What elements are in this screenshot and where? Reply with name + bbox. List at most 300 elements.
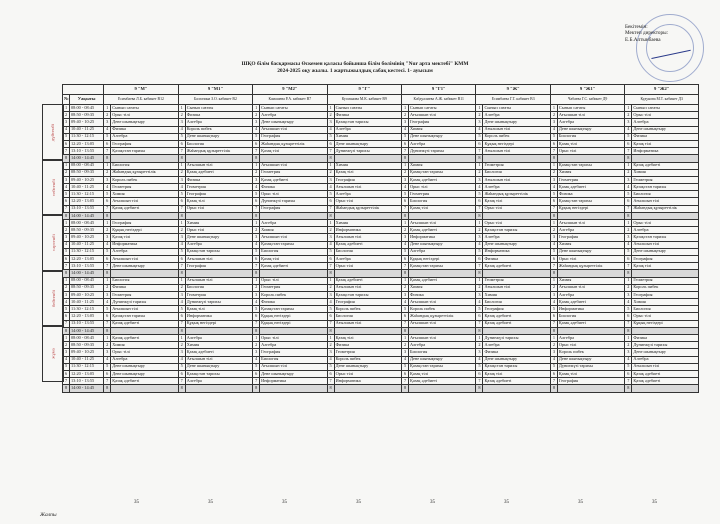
subject-cell: Химия (409, 126, 476, 133)
lesson-time: 13:10 - 13:55 (70, 263, 104, 270)
subject-cell: Жаһандық құзыреттілік (260, 140, 327, 147)
cell-number: 5 (178, 306, 185, 313)
subject-cell: Қазақ тілі (185, 198, 252, 205)
cell-number: 1 (327, 335, 334, 342)
subject-cell: География (483, 306, 550, 313)
subject-cell: Қазақстан тарихы (185, 248, 252, 255)
subject-cell: Биология (632, 191, 699, 198)
cell-number: 3 (550, 291, 557, 298)
day-label-text: дүйсенбі (50, 123, 56, 142)
subject-cell: Ағылшын тілі (334, 284, 401, 291)
subject-cell: Король пибек (483, 133, 550, 140)
subject-cell: Қазақ тілі (632, 263, 699, 270)
subject-cell: Дүниежүзі тарихы (260, 198, 327, 205)
cell-number: 7 (402, 205, 409, 212)
cell-number: 4 (253, 299, 260, 306)
cell-number: 8 (104, 270, 111, 277)
header-teacher: Чабаева Г.С. кабинет Д9 (550, 95, 624, 105)
cell-number: 6 (104, 198, 111, 205)
lesson-number: 7 (63, 205, 70, 212)
cell-number: 3 (550, 234, 557, 241)
cell-number: 5 (402, 363, 409, 370)
subject-cell: Қазақ әдебиеті (483, 320, 550, 327)
subject-cell (483, 327, 550, 334)
subject-cell: Информатика (557, 306, 624, 313)
subject-cell (260, 155, 327, 162)
subject-cell: Дене шынықтыру (185, 363, 252, 370)
cell-number: 6 (625, 140, 632, 147)
subject-cell: Геометрия (260, 169, 327, 176)
table-row (63, 306, 699, 313)
subject-cell (334, 155, 401, 162)
subject-cell: Информатика (409, 234, 476, 241)
subject-cell: Қазақ әдебиеті (409, 227, 476, 234)
subject-cell: Биология (409, 349, 476, 356)
cell-number: 1 (625, 277, 632, 284)
lesson-number: 5 (63, 306, 70, 313)
subject-cell: Ағылшын тілі (260, 363, 327, 370)
subject-cell (632, 385, 699, 392)
cell-number: 3 (178, 234, 185, 241)
cell-number: 4 (178, 299, 185, 306)
subject-cell: Орыс тілі (632, 112, 699, 119)
subject-cell: Орыс тілі (334, 370, 401, 377)
subject-cell: Информатика (185, 313, 252, 320)
cell-number: 5 (253, 306, 260, 313)
subject-cell: Қазақ әдебиеті (334, 241, 401, 248)
subject-cell: Ағылшын тілі (483, 148, 550, 155)
cell-number: 7 (327, 205, 334, 212)
lesson-time: 10:40 - 11:25 (70, 356, 104, 363)
cell-number: 3 (625, 234, 632, 241)
cell-number: 1 (178, 277, 185, 284)
subject-cell: Ағылшын тілі (483, 176, 550, 183)
cell-number: 2 (253, 169, 260, 176)
subject-cell: Биология (557, 133, 624, 140)
subject-cell: Дүниежүзі тарихы (185, 299, 252, 306)
subject-cell: Қазақстан тарихы (111, 313, 178, 320)
subject-cell: Алгебра (409, 342, 476, 349)
header-class: 9 "М2" (253, 85, 327, 95)
cell-number: 6 (178, 140, 185, 147)
cell-number: 2 (178, 227, 185, 234)
lesson-time: 13:10 - 13:55 (70, 148, 104, 155)
cell-number: 7 (550, 320, 557, 327)
cell-number: 3 (327, 176, 334, 183)
table-row (63, 335, 699, 342)
subject-cell (185, 270, 252, 277)
table-row (63, 169, 699, 176)
subject-cell: Ағылшын тілі (334, 234, 401, 241)
subject-cell: Жаһандық құзыреттілік (409, 313, 476, 320)
lesson-number: 3 (63, 291, 70, 298)
subject-cell: Орыс тілі (111, 349, 178, 356)
cell-number: 5 (402, 248, 409, 255)
subject-cell (557, 212, 624, 219)
lesson-number: 6 (63, 198, 70, 205)
cell-number: 3 (625, 176, 632, 183)
cell-number: 1 (327, 162, 334, 169)
header-class: 9 "Ж1" (550, 85, 624, 95)
cell-number: 2 (327, 112, 334, 119)
subject-cell: География (111, 140, 178, 147)
subject-cell: Сынып сағаты (334, 105, 401, 112)
cell-number: 3 (104, 291, 111, 298)
subject-cell: Қазақстан тарихы (260, 241, 327, 248)
subject-cell (557, 270, 624, 277)
cell-number: 2 (476, 112, 483, 119)
lesson-number: 6 (63, 255, 70, 262)
subject-cell: Қазақстан тарихы (557, 198, 624, 205)
cell-number: 6 (327, 370, 334, 377)
subject-cell: Қазақ тілі (260, 255, 327, 262)
subject-cell (334, 385, 401, 392)
table-row (63, 176, 699, 183)
lesson-time: 08:00 - 08:45 (70, 277, 104, 284)
subject-cell: Орыс тілі (557, 342, 624, 349)
subject-cell: Геометрия (483, 162, 550, 169)
subject-cell: Ағылшын тілі (557, 112, 624, 119)
subject-cell: Алгебра (111, 356, 178, 363)
cell-number: 7 (625, 205, 632, 212)
subject-cell: Орыс тілі (334, 263, 401, 270)
subject-cell: Құқық негіздері (483, 140, 550, 147)
subject-cell (483, 270, 550, 277)
subject-cell (260, 270, 327, 277)
subject-cell: Қазақстан тарихы (409, 263, 476, 270)
table-row (63, 184, 699, 191)
subject-cell: Дене шынықтыру (185, 133, 252, 140)
cell-number: 1 (550, 105, 557, 112)
cell-number: 2 (476, 284, 483, 291)
cell-number: 2 (625, 112, 632, 119)
subject-cell: Биология (557, 313, 624, 320)
subject-cell: Дене шынықтыру (111, 263, 178, 270)
cell-number: 3 (253, 349, 260, 356)
subject-cell: Қазақстан тарихы (409, 363, 476, 370)
subject-cell: Сынып сағаты (557, 105, 624, 112)
lesson-time: 11:30 - 12:15 (70, 133, 104, 140)
cell-number: 3 (476, 349, 483, 356)
class-total: 35 (208, 500, 213, 505)
table-row (63, 191, 699, 198)
cell-number: 2 (327, 284, 334, 291)
cell-number: 2 (104, 169, 111, 176)
cell-number: 6 (476, 313, 483, 320)
header-class: 9 "М1" (178, 85, 252, 95)
subject-cell: Алгебра (409, 248, 476, 255)
lesson-number: 8 (63, 270, 70, 277)
cell-number: 6 (253, 140, 260, 147)
subject-cell: Дене шынықтыру (111, 363, 178, 370)
subject-cell: Геометрия (557, 176, 624, 183)
subject-cell: Дене шынықтыру (483, 119, 550, 126)
cell-number: 8 (327, 270, 334, 277)
subject-cell: Физика (185, 112, 252, 119)
subject-cell: Қазақ әдебиеті (334, 277, 401, 284)
cell-number: 1 (253, 335, 260, 342)
cell-number: 8 (327, 327, 334, 334)
cell-number: 4 (625, 184, 632, 191)
lesson-number: 4 (63, 126, 70, 133)
cell-number: 8 (253, 385, 260, 392)
subject-cell: Химия (557, 169, 624, 176)
cell-number: 6 (253, 370, 260, 377)
subject-cell: Құқық негіздері (111, 227, 178, 234)
subject-cell: Орыс тілі (557, 255, 624, 262)
subject-cell: Алгебра (557, 227, 624, 234)
cell-number: 2 (327, 227, 334, 234)
subject-cell: Химия (409, 162, 476, 169)
subject-cell: Орыс тілі (483, 220, 550, 227)
cell-number: 4 (253, 356, 260, 363)
subject-cell: Қазақ әдебиеті (632, 370, 699, 377)
cell-number: 7 (550, 205, 557, 212)
lesson-number: 1 (63, 277, 70, 284)
cell-number: 4 (178, 356, 185, 363)
cell-number: 2 (402, 227, 409, 234)
cell-number: 7 (550, 148, 557, 155)
cell-number: 3 (253, 176, 260, 183)
cell-number: 3 (104, 234, 111, 241)
cell-number: 3 (253, 119, 260, 126)
cell-number: 5 (550, 248, 557, 255)
subject-cell: Қазақ әдебиеті (185, 169, 252, 176)
subject-cell: Қазақстан тарихы (185, 370, 252, 377)
cell-number: 8 (104, 385, 111, 392)
cell-number: 4 (625, 356, 632, 363)
subject-cell: Сынып сағаты (185, 105, 252, 112)
subject-cell: Геометрия (185, 291, 252, 298)
cell-number: 1 (327, 220, 334, 227)
lesson-time: 08:00 - 08:45 (70, 162, 104, 169)
subject-cell: Химия (483, 291, 550, 298)
table-row (63, 234, 699, 241)
cell-number: 3 (550, 119, 557, 126)
subject-cell (111, 385, 178, 392)
cell-number: 8 (625, 385, 632, 392)
cell-number: 1 (178, 335, 185, 342)
subject-cell: Физика (334, 342, 401, 349)
subject-cell: Биология (409, 198, 476, 205)
lesson-number: 3 (63, 176, 70, 183)
cell-number: 3 (476, 176, 483, 183)
cell-number: 6 (625, 313, 632, 320)
table-row (63, 198, 699, 205)
subject-cell (409, 212, 476, 219)
cell-number: 8 (550, 385, 557, 392)
subject-cell (334, 327, 401, 334)
lesson-number: 6 (63, 313, 70, 320)
cell-number: 8 (178, 212, 185, 219)
cell-number: 2 (253, 342, 260, 349)
cell-number: 1 (402, 220, 409, 227)
subject-cell: Қазақ тілі (557, 370, 624, 377)
subject-cell: Химия (260, 227, 327, 234)
cell-number: 3 (402, 291, 409, 298)
subject-cell: Алгебра (557, 335, 624, 342)
lesson-number: 1 (63, 162, 70, 169)
header-teacher: Балгазина З.О. кабинет В2 (178, 95, 252, 105)
lesson-time: 10:40 - 11:25 (70, 126, 104, 133)
cell-number: 6 (327, 255, 334, 262)
subject-cell: Қазақ әдебиеті (632, 378, 699, 385)
lesson-number: 2 (63, 284, 70, 291)
cell-number: 7 (253, 263, 260, 270)
subject-cell: Дене шынықтыру (409, 241, 476, 248)
footer-label: Жалпы (40, 512, 57, 518)
subject-cell: Дене шынықтыру (632, 248, 699, 255)
cell-number: 1 (253, 105, 260, 112)
subject-cell: Қазақ әдебиеті (111, 205, 178, 212)
subject-cell: Қазақ әдебиеті (409, 277, 476, 284)
cell-number: 2 (625, 169, 632, 176)
cell-number: 6 (625, 255, 632, 262)
subject-cell: Қазақ әдебиеті (483, 378, 550, 385)
subject-cell: Орыс тілі (632, 313, 699, 320)
subject-cell: Физика (260, 299, 327, 306)
cell-number: 2 (104, 227, 111, 234)
cell-number: 5 (327, 363, 334, 370)
cell-number: 2 (550, 112, 557, 119)
class-total: 35 (134, 500, 139, 505)
lesson-time: 14:00 - 14:45 (70, 270, 104, 277)
cell-number: 4 (476, 356, 483, 363)
subject-cell: Қазақ тілі (334, 335, 401, 342)
subject-cell: Ағылшын тілі (409, 320, 476, 327)
cell-number: 8 (253, 270, 260, 277)
subject-cell: Құқық негіздері (260, 320, 327, 327)
subject-cell: Қазақ әдебиеті (557, 299, 624, 306)
subject-cell: Информатика (483, 248, 550, 255)
subject-cell: Құқық негіздері (185, 320, 252, 327)
subject-cell: Алгебра (185, 335, 252, 342)
subject-cell: Қазақстан тарихы (334, 119, 401, 126)
lesson-number: 4 (63, 241, 70, 248)
cell-number: 7 (402, 320, 409, 327)
table-row (63, 363, 699, 370)
subject-cell: Қазақ тілі (483, 198, 550, 205)
subject-cell: География (409, 119, 476, 126)
table-row (63, 327, 699, 334)
table-row (63, 212, 699, 219)
cell-number: 2 (402, 284, 409, 291)
subject-cell (111, 155, 178, 162)
subject-cell: Қазақстан тарихы (260, 306, 327, 313)
cell-number: 3 (550, 349, 557, 356)
subject-cell: Алгебра (185, 119, 252, 126)
subject-cell: Орыс тілі (185, 227, 252, 234)
cell-number: 7 (476, 320, 483, 327)
cell-number: 7 (178, 148, 185, 155)
subject-cell: Қазақстан тарихы (632, 234, 699, 241)
cell-number: 3 (178, 349, 185, 356)
subject-cell: Қазақ әдебиеті (557, 320, 624, 327)
subject-cell: Король пибек (260, 291, 327, 298)
subject-cell: Сынып сағаты (632, 105, 699, 112)
cell-number: 6 (104, 255, 111, 262)
cell-number: 4 (253, 241, 260, 248)
subject-cell: Алгебра (334, 126, 401, 133)
subject-cell: Ағылшын тілі (409, 299, 476, 306)
cell-number: 5 (625, 133, 632, 140)
subject-cell: География (260, 349, 327, 356)
subject-cell (260, 385, 327, 392)
table-row (63, 356, 699, 363)
subject-cell: География (557, 378, 624, 385)
cell-number: 1 (253, 277, 260, 284)
subject-cell: Қазақ әдебиеті (632, 162, 699, 169)
cell-number: 4 (253, 184, 260, 191)
cell-number: 1 (476, 335, 483, 342)
cell-number: 7 (476, 378, 483, 385)
cell-number: 5 (104, 306, 111, 313)
cell-number: 2 (178, 112, 185, 119)
header-class: 9 "Г1" (402, 85, 476, 95)
subject-cell: Информатика (632, 148, 699, 155)
subject-cell: Алгебра (260, 220, 327, 227)
cell-number: 7 (476, 205, 483, 212)
header-teacher: Есимбаева Л.Б. кабинет В12 (104, 95, 178, 105)
lesson-number: 3 (63, 234, 70, 241)
subject-cell (185, 155, 252, 162)
cell-number: 4 (402, 126, 409, 133)
subject-cell: Ағылшын тілі (483, 284, 550, 291)
subject-cell: Геометрия (632, 277, 699, 284)
subject-cell (111, 212, 178, 219)
subject-cell: Алгебра (409, 140, 476, 147)
cell-number: 7 (327, 320, 334, 327)
lesson-number: 6 (63, 370, 70, 377)
subject-cell: Ағылшын тілі (185, 255, 252, 262)
cell-number: 8 (253, 155, 260, 162)
cell-number: 3 (327, 349, 334, 356)
cell-number: 2 (402, 169, 409, 176)
cell-number: 4 (476, 184, 483, 191)
lesson-time: 08:00 - 08:45 (70, 335, 104, 342)
subject-cell: Алгебра (632, 356, 699, 363)
cell-number: 6 (178, 313, 185, 320)
table-row (63, 270, 699, 277)
cell-number: 5 (550, 191, 557, 198)
table-row (63, 313, 699, 320)
subject-cell: Ағылшын тілі (334, 320, 401, 327)
cell-number: 5 (327, 133, 334, 140)
subject-cell (409, 385, 476, 392)
subject-cell: Физика (111, 284, 178, 291)
cell-number: 1 (550, 277, 557, 284)
cell-number: 3 (104, 176, 111, 183)
subject-cell: Ағылшын тілі (260, 162, 327, 169)
cell-number: 6 (625, 198, 632, 205)
subject-cell: Құқық негіздері (632, 320, 699, 327)
lesson-time: 08:50 - 09:35 (70, 112, 104, 119)
subject-cell: Король пибек (334, 306, 401, 313)
cell-number: 5 (178, 191, 185, 198)
cell-number: 4 (550, 126, 557, 133)
cell-number: 1 (625, 335, 632, 342)
subject-cell: Алгебра (334, 191, 401, 198)
cell-number: 8 (178, 270, 185, 277)
subject-cell: Дүниежүзі тарихы (557, 363, 624, 370)
subject-cell: Қазақ тілі (111, 234, 178, 241)
lesson-number: 7 (63, 320, 70, 327)
cell-number: 5 (625, 363, 632, 370)
subject-cell: Қазақ әдебиеті (260, 263, 327, 270)
subject-cell: Қазақ әдебиеті (260, 176, 327, 183)
lesson-time: 13:10 - 13:55 (70, 205, 104, 212)
cell-number: 5 (625, 306, 632, 313)
